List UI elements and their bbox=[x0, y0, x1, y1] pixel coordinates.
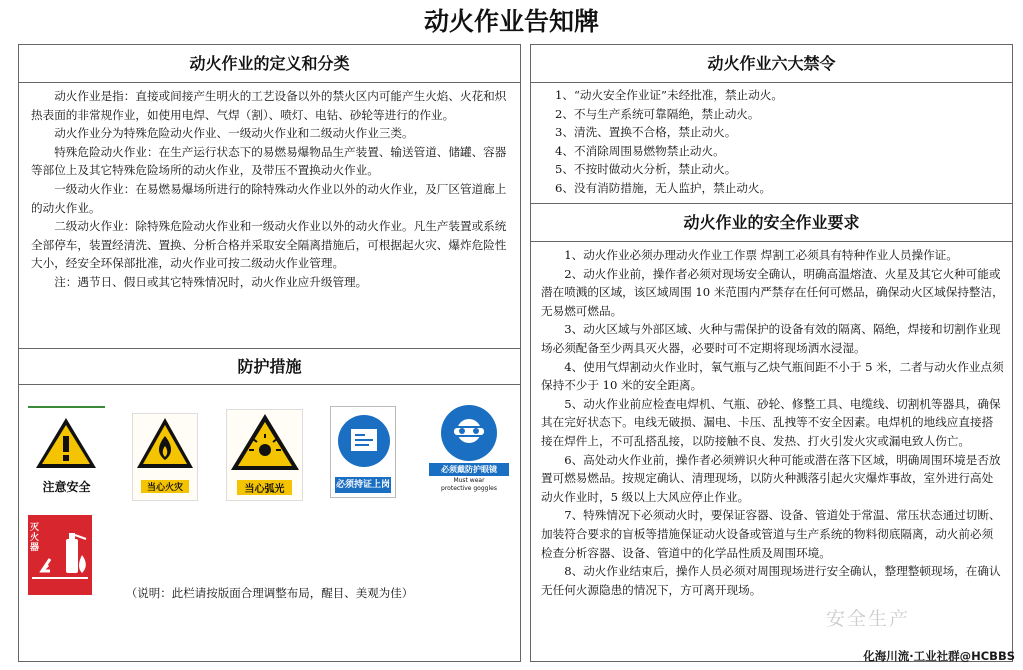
watermark: 化海川流·工业社群@HCBBS bbox=[863, 649, 1015, 663]
list-item: 8、动火作业结束后，操作人员必须对周围现场进行安全确认，整理整顿现场，在确认无任何火源隐患的情况下，方可离开现场。 bbox=[541, 564, 1001, 597]
list-item: 1、动火作业必须办理动火作业工作票 焊割工必须具有特种作业人员操作证。 bbox=[564, 248, 958, 262]
caution-sign bbox=[28, 406, 105, 498]
fire-warning-sign bbox=[132, 413, 198, 501]
list-item: 4、不消除周围易燃物禁止动火。 bbox=[555, 143, 725, 158]
arc-light-warning-sign bbox=[226, 409, 303, 501]
definition-paragraph: 动火作业分为特殊危险动火作业、一级动火作业和二级动火作业三类。 bbox=[54, 126, 414, 141]
arc-light-warning-icon bbox=[227, 410, 304, 476]
list-item: 2、动火作业前，操作者必须对现场安全确认，明确高温熔渣、火星及其它火种可能或潜在喷溅的区域，该区域周围 10 米范围内严禁存在任何可燃品，确保动火区域保持整洁，无易燃可燃品。 bbox=[541, 266, 1004, 318]
layout-note: （说明：此栏请按版面合理调整布局，醒目、美观为佳） bbox=[125, 586, 414, 600]
requirements-list bbox=[531, 242, 1012, 599]
requirements-heading: 动火作业的安全作业要求 bbox=[531, 204, 1012, 242]
list-item: 2、不与生产系统可靠隔绝，禁止动火。 bbox=[555, 106, 760, 121]
prohibitions-panel bbox=[530, 44, 1013, 204]
fire-warning-icon bbox=[133, 414, 197, 476]
goggles-mandatory-sign bbox=[429, 401, 509, 501]
goggles-mandatory-icon bbox=[429, 401, 509, 463]
sign-label: 当心弧光 bbox=[237, 480, 292, 495]
list-item: 6、没有消防措施，无人监护，禁止动火。 bbox=[555, 180, 772, 195]
definition-paragraph: 注：遇节日、假日或其它特殊情况时，动火作业应升级管理。 bbox=[54, 274, 368, 289]
watermark-ghost: 安全生产 bbox=[826, 608, 911, 630]
prohibitions-list bbox=[531, 83, 1012, 198]
protection-panel bbox=[18, 348, 521, 662]
definition-paragraph: 二级动火作业：除特殊危险动火作业和一级动火作业以外的动火作业。凡生产装置或系统全部停车，装置经清洗、置换、分析合格并采取安全隔离措施后，可根据起火灾、爆炸危险性大小，经安全环保部批准，动火作业可按二级动火作业管理。 bbox=[31, 219, 507, 271]
list-item: 3、清洗、置换不合格，禁止动火。 bbox=[555, 125, 737, 140]
sign-label: 当心火灾 bbox=[141, 480, 189, 493]
definition-panel bbox=[18, 44, 521, 349]
sign-label: 灭火器 bbox=[30, 523, 40, 553]
certificate-mandatory-icon bbox=[331, 407, 397, 473]
sign-label: 注意安全 bbox=[42, 480, 91, 494]
list-item: 1、“动火安全作业证”未经批准，禁止动火。 bbox=[555, 88, 783, 102]
sign-label: 必须戴防护眼镜 bbox=[429, 463, 509, 476]
definition-paragraph: 特殊危险动火作业：在生产运行状态下的易燃易爆物品生产装置、输送管道、储罐、容器等部位上及其它特殊危险场所的动火作业，及带压不置换动火作业。 bbox=[31, 144, 507, 178]
definition-body bbox=[19, 83, 520, 292]
prohibitions-heading: 动火作业六大禁令 bbox=[531, 45, 1012, 83]
definition-heading: 动火作业的定义和分类 bbox=[19, 45, 520, 83]
definition-paragraph: 一级动火作业：在易燃易爆场所进行的除特殊动火作业以外的动火作业，及厂区管道廊上的动火作业。 bbox=[31, 181, 507, 215]
certificate-mandatory-sign bbox=[330, 406, 396, 498]
fire-extinguisher-sign bbox=[28, 515, 92, 595]
list-item: 3、动火区域与外部区域、火种与需保护的设备有效的隔离、隔绝，焊接和切割作业现场必须配备至少两具灭火器，必要时可不定期将现场洒水浸湿。 bbox=[541, 322, 1001, 355]
list-item: 7、特殊情况下必须动火时，要保证容器、设备、管道处于常温、常压状态通过切断、加装符合要求的盲板等措施保证动火设备或管道与生产系统的物料彻底隔离，动火前必须检查分析容器、设备、管道中的化学品性质及周围环境。 bbox=[541, 508, 1001, 560]
list-item: 5、动火作业前应检查电焊机、气瓶、砂轮、修整工具、电缆线、切割机等器具，确保其在完好状态下。电线无破损、漏电、卡压、乱拽等不安全因素。电焊机的地线应直接搭接在焊件上，不可乱搭乱接，以防接触不良、发热、打火引发火灾或漏电致人伤亡。 bbox=[541, 396, 1001, 448]
definition-paragraph: 动火作业是指：直接或间接产生明火的工艺设备以外的禁火区内可能产生火焰、火花和炽热表面的非常规作业，如使用电焊、气焊（割）、喷灯、电钻、砂轮等进行的作业。 bbox=[31, 89, 507, 122]
requirements-panel bbox=[530, 203, 1013, 662]
sign-sublabel: Must wear protective goggles bbox=[441, 477, 497, 492]
list-item: 6、高处动火作业前，操作者必须辨识火种可能或潜在落下区域，明确周围环境是否放置可燃易燃品。按规定确认、清理现场，以防火种溅落引起火灾爆炸事故，室外进行高处动火作业时，5 级以上大风应停止作业。 bbox=[541, 452, 1001, 504]
exclamation-warning-icon bbox=[28, 408, 105, 478]
sign-label: 必须持证上岗 bbox=[335, 477, 391, 493]
list-item: 5、不按时做动火分析，禁止动火。 bbox=[555, 162, 737, 177]
protection-heading: 防护措施 bbox=[19, 349, 520, 385]
page-title: 动火作业告知牌 bbox=[423, 7, 599, 36]
list-item: 4、使用气焊割动火作业时，氧气瓶与乙炔气瓶间距不小于 5 米，二者与动火作业点须保持不少于 10 米的安全距离。 bbox=[541, 359, 1004, 393]
